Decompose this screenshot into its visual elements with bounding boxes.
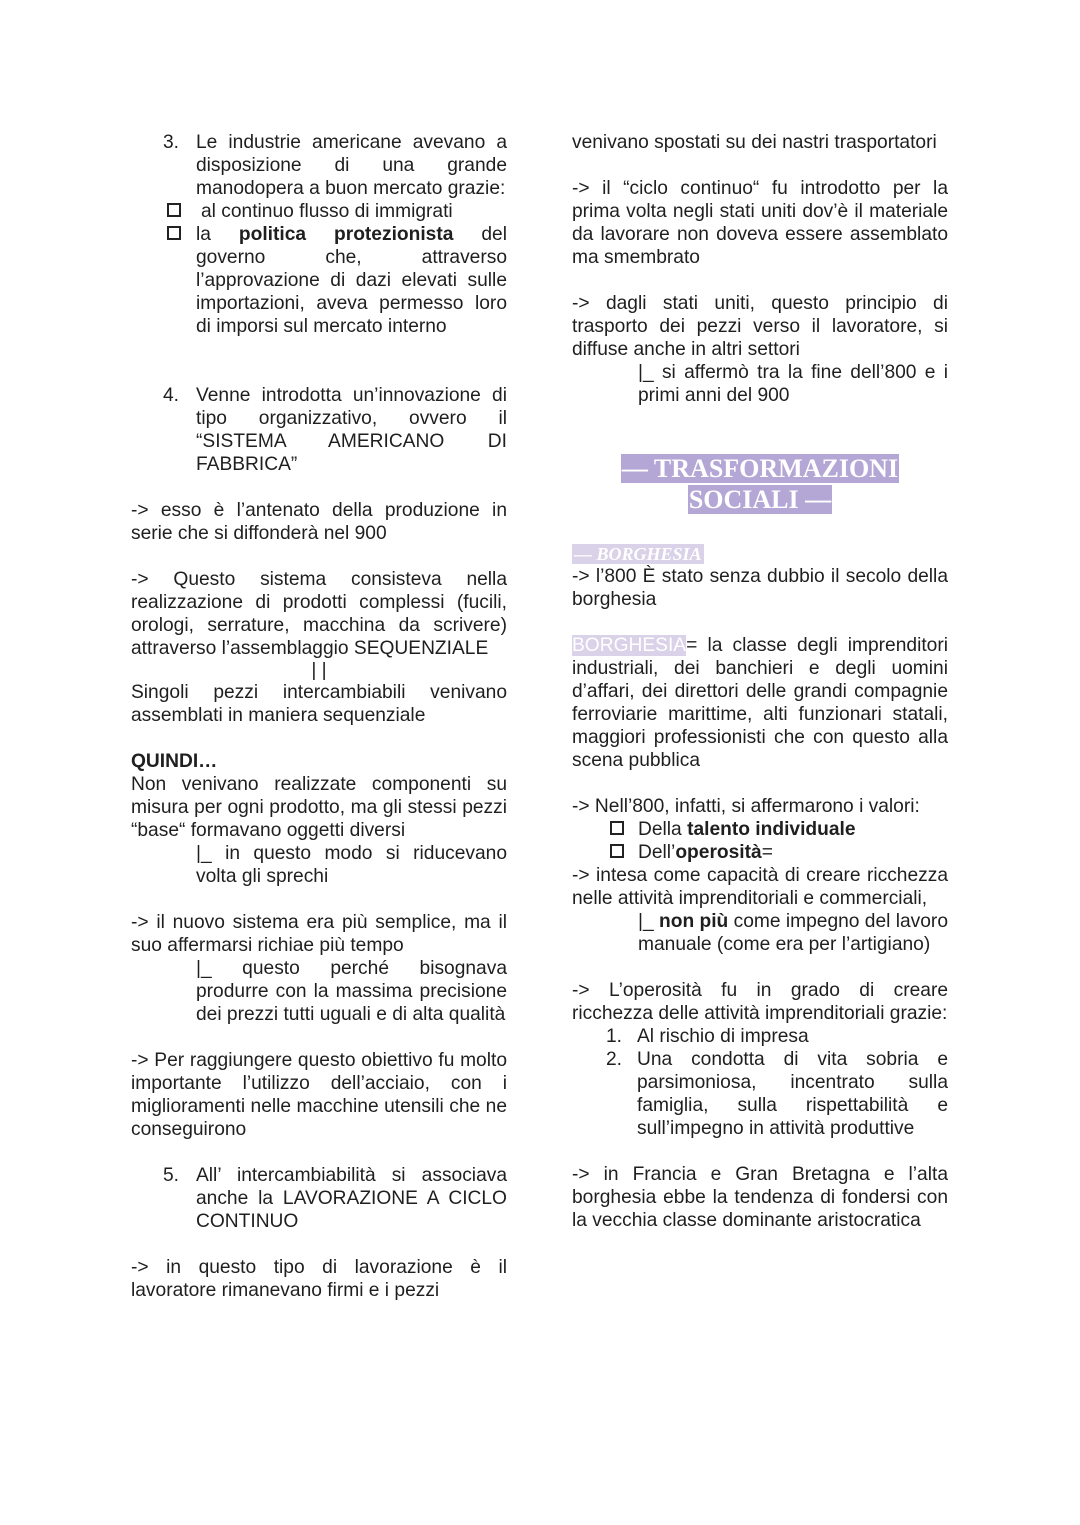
right-column (572, 131, 948, 1232)
list-number: 3. (163, 132, 180, 153)
list-number: 2. (606, 1049, 623, 1070)
title-text: — TRASFORMAZIONI (621, 454, 899, 483)
list-item-3 (131, 131, 507, 200)
heading-quindi (131, 750, 507, 773)
checkbox-item-immigrati (131, 200, 507, 223)
sub-note: |_ si affermò tra la fine dell’800 e i primi anni del 900 (638, 362, 948, 406)
quindi-label: QUINDI… (131, 751, 218, 772)
checkbox-icon (167, 226, 181, 240)
paragraph: -> Questo sistema consisteva nella realizzazione di prodotti complessi (fucili, orologi, serrature, macchina da scrivere) attraverso l’assemblaggio SEQUENZIALE (131, 569, 507, 659)
list-number: 4. (163, 385, 180, 406)
checkbox-label: al continuo flusso di immigrati (201, 201, 453, 222)
sub-note: |_ questo perché bisognava produrre con la massima precisione dei prezzi tutti uguali e di alta qualità (196, 958, 507, 1025)
checkbox-item-politica (131, 223, 507, 338)
paragraph: -> intesa come capacità di creare ricchezza nelle attività imprenditoriali e commerciali, (572, 865, 948, 909)
checkbox-item-operosita (572, 841, 948, 864)
checkbox-label-bold: politica protezionista (238, 224, 454, 245)
definition-paragraph (572, 634, 948, 772)
paragraph: -> dagli stati uniti, questo principio di trasporto dei pezzi verso il lavoratore, si diffuse anche in altri settori (572, 293, 948, 360)
list-item-5 (131, 1164, 507, 1233)
checkbox-label-bold: operosità (675, 842, 762, 863)
paragraph: venivano spostati su dei nastri trasportatori (572, 132, 937, 153)
section-title (572, 453, 948, 515)
double-bar: | | (311, 660, 327, 681)
list-number: 5. (163, 1165, 180, 1186)
paragraph: -> il “ciclo continuo“ fu introdotto per la prima volta negli stati uniti dov’è il materiale da lavorare non doveva essere assemblato ma smembrato (572, 178, 948, 268)
highlight-term: BORGHESIA (572, 635, 687, 656)
list-item-1 (572, 1025, 948, 1048)
checkbox-item-talento (572, 818, 948, 841)
checkbox-label-bold: talento individuale (687, 819, 856, 840)
list-item-text: Una condotta di vita sobria e parsimoniosa, incentrato sulla famiglia, sulla rispettabilità e sull’impegno in attività produttive (637, 1049, 948, 1139)
list-number: 1. (606, 1026, 623, 1047)
paragraph: Singoli pezzi intercambiabili venivano assemblati in maniera sequenziale (131, 682, 507, 726)
paragraph: -> in Francia e Gran Bretagna e l’alta borghesia ebbe la tendenza di fondersi con la vecchia classe dominante aristocratica (572, 1164, 948, 1231)
subsection-title (572, 543, 948, 565)
paragraph: -> L’operosità fu in grado di creare ricchezza delle attività imprenditoriali grazie: (572, 980, 948, 1024)
list-item-text: All’ intercambiabilità si associava anche la LAVORAZIONE A CICLO CONTINUO (196, 1165, 507, 1232)
list-item-2 (572, 1048, 948, 1140)
paragraph: -> Per raggiungere questo obiettivo fu molto importante l’utilizzo dell’acciaio, con i miglioramenti nelle macchine utensili che ne conseguirono (131, 1050, 507, 1140)
checkbox-label-part: Della (638, 819, 682, 840)
checkbox-label-part: la (196, 224, 211, 245)
sub-note: |_ in questo modo si riducevano volta gli sprechi (196, 843, 507, 887)
paragraph: Non venivano realizzate componenti su misura per ogni prodotto, ma gli stessi pezzi “base“ formavano oggetti diversi (131, 774, 507, 841)
checkbox-label-part: = (761, 842, 773, 863)
checkbox-icon (610, 821, 624, 835)
subsection-text: — BORGHESIA (574, 544, 702, 564)
list-item-text: Le industrie americane avevano a disposizione di una grande manodopera a buon mercato grazie: (196, 132, 507, 199)
sub-note (572, 910, 948, 956)
sub-note-part: |_ (638, 911, 654, 932)
paragraph: -> in questo tipo di lavorazione è il lavoratore rimanevano firmi e i pezzi (131, 1257, 507, 1301)
paragraph: -> esso è l’antenato della produzione in serie che si diffonderà nel 900 (131, 500, 507, 544)
paragraph: -> il nuovo sistema era più semplice, ma il suo affermarsi richiae più tempo (131, 912, 507, 956)
title-text: SOCIALI — (688, 485, 832, 514)
section-title-line2 (572, 484, 948, 515)
sub-note-part: come impegno del lavoro manuale (come era per l’artigiano) (638, 911, 948, 955)
list-item-text: Venne introdotta un’innovazione di tipo organizzativo, ovvero il “SISTEMA AMERICANO DI FABBRICA” (196, 385, 507, 475)
checkbox-label-part: del governo che, attraverso l’approvazione di dazi elevati sulle importazioni, aveva permesso loro di imporsi sul mercato interno (196, 224, 507, 337)
checkbox-icon (610, 844, 624, 858)
left-column (131, 131, 507, 1302)
checkbox-label-part: Dell’ (638, 842, 676, 863)
paragraph: -> Nell’800, infatti, si affermarono i valori: (572, 796, 920, 817)
sub-note-bold: non più (659, 911, 729, 932)
paragraph: -> l’800 È stato senza dubbio il secolo della borghesia (572, 566, 948, 610)
checkbox-icon (167, 203, 181, 217)
list-item-text: Al rischio di impresa (637, 1026, 809, 1047)
definition-text: = la classe degli imprenditori industriali, dei banchieri e degli uomini d’affari, dei direttori delle grandi compagnie ferroviarie marittime, alti funzionari statali, maggiori professionisti che con questo alla scena pubblica (572, 635, 948, 771)
list-item-4 (131, 384, 507, 476)
section-title-line1 (572, 453, 948, 484)
